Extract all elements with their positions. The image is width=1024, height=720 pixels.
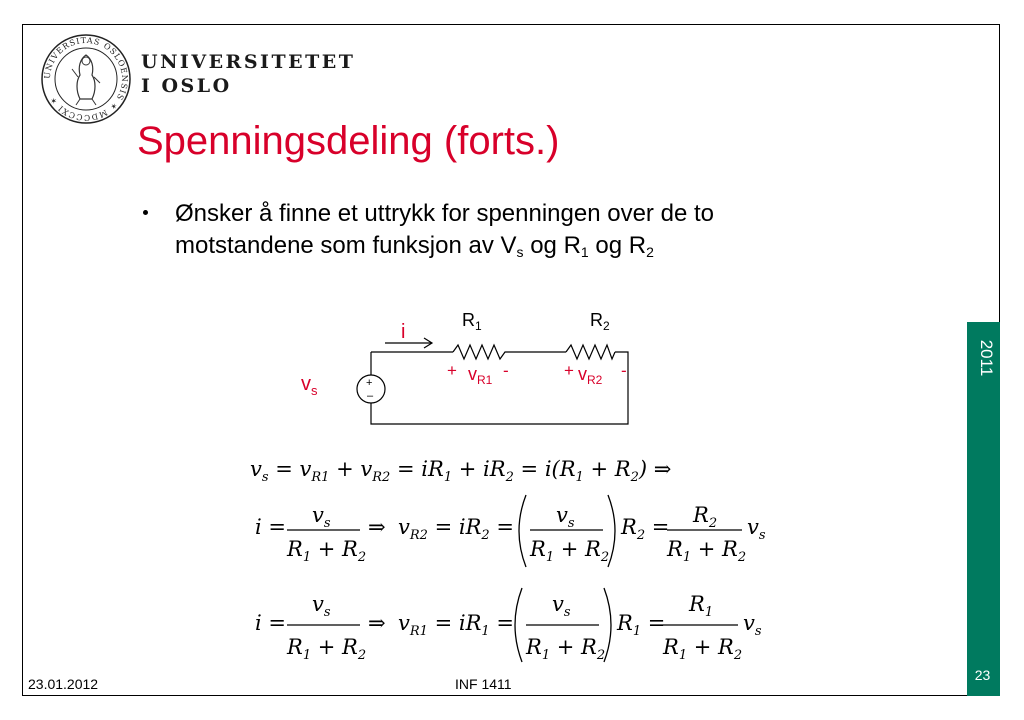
svg-text:vR2 = iR2 =: $v_{R2} = iR_2$ = [398, 515, 514, 543]
subscript-2: 2 [646, 244, 654, 260]
subscript-s: s [516, 244, 524, 260]
svg-text:UNIVERSITAS OSLOENSIS ✶ MDCCCX: UNIVERSITAS OSLOENSIS ✶ MDCCCXI ✶ [42, 35, 130, 123]
footer-course: INF 1411 [455, 676, 512, 692]
svg-text:vs: $v_s$ [552, 592, 571, 620]
vr2-plus: + [564, 361, 574, 380]
bullet-text-b: og R [523, 232, 581, 259]
current-label: i [401, 321, 406, 343]
svg-text:vs: $v_s$ [556, 503, 575, 531]
r1-label: $R_1$ [462, 310, 482, 333]
svg-text:R1: $R_1$ [689, 592, 714, 620]
university-line1: UNIVERSITETET [141, 51, 356, 73]
vr1-minus: - [503, 361, 509, 380]
vr2-minus: - [621, 361, 627, 380]
svg-text:R1 + R2: $R_1 + R_2$ [287, 537, 367, 565]
vr2-label: $v_{R2}$ [578, 364, 603, 387]
svg-text:R2 =: $R_2$ = [621, 515, 670, 543]
bullet-text-c: og R [588, 232, 647, 259]
subscript-1: 1 [580, 244, 589, 260]
svg-text:R1 + R2: $R_1 + R_2$ [663, 635, 743, 663]
svg-text:vs = vR1 + vR2 = iR1 + iR2 = i: $v_s = v_{R1} + v_{R2} = iR_1 + iR_2 = i(R_1 + R_2)$ ⇒ [250, 457, 672, 485]
vr1-plus: + [447, 361, 457, 380]
svg-text:R1 + R2: $R_1 + R_2$ [667, 537, 747, 565]
svg-text:R1 + R2: $R_1 + R_2$ [287, 635, 367, 663]
svg-text:vs: $v_s$ [312, 503, 331, 531]
source-label: $v_s$ [301, 373, 318, 398]
bullet-line1: Ønsker å finne et uttrykk for spenningen over de to [175, 200, 714, 227]
svg-text:R1 + R2: $R_1 + R_2$ [530, 537, 610, 565]
page-number: 23 [974, 667, 991, 683]
svg-text:R2: $R_2$ [693, 503, 718, 531]
r2-label: $R_2$ [590, 310, 610, 333]
svg-text:R1 =: $R_1$ = [617, 611, 666, 639]
vr1-label: $v_{R1}$ [468, 364, 493, 387]
svg-text:vs: $v_s$ [747, 515, 766, 543]
slide-title: Spenningsdeling (forts.) [137, 119, 560, 163]
equation-2 [255, 495, 766, 567]
equation-3 [255, 588, 762, 663]
footer-date: 23.01.2012 [28, 676, 99, 692]
source-minus: – [367, 390, 374, 402]
svg-text:⇒: ⇒ [368, 611, 386, 635]
svg-text:vR1 = iR1 =: $v_{R1} = iR_1$ = [398, 611, 514, 639]
svg-text:i =: i = [255, 515, 286, 539]
svg-text:vs: $v_s$ [743, 611, 762, 639]
university-line2: I OSLO [141, 75, 232, 97]
svg-text:i =: i = [255, 611, 286, 635]
source-plus: + [366, 377, 373, 389]
equation-1 [250, 457, 671, 485]
svg-text:⇒: ⇒ [368, 515, 386, 539]
svg-text:vs: $v_s$ [312, 592, 331, 620]
svg-text:R1 + R2: $R_1 + R_2$ [526, 635, 606, 663]
bullet-text-a: motstandene som funksjon av V [175, 232, 517, 259]
sidebar-year: 2011 [977, 339, 996, 377]
